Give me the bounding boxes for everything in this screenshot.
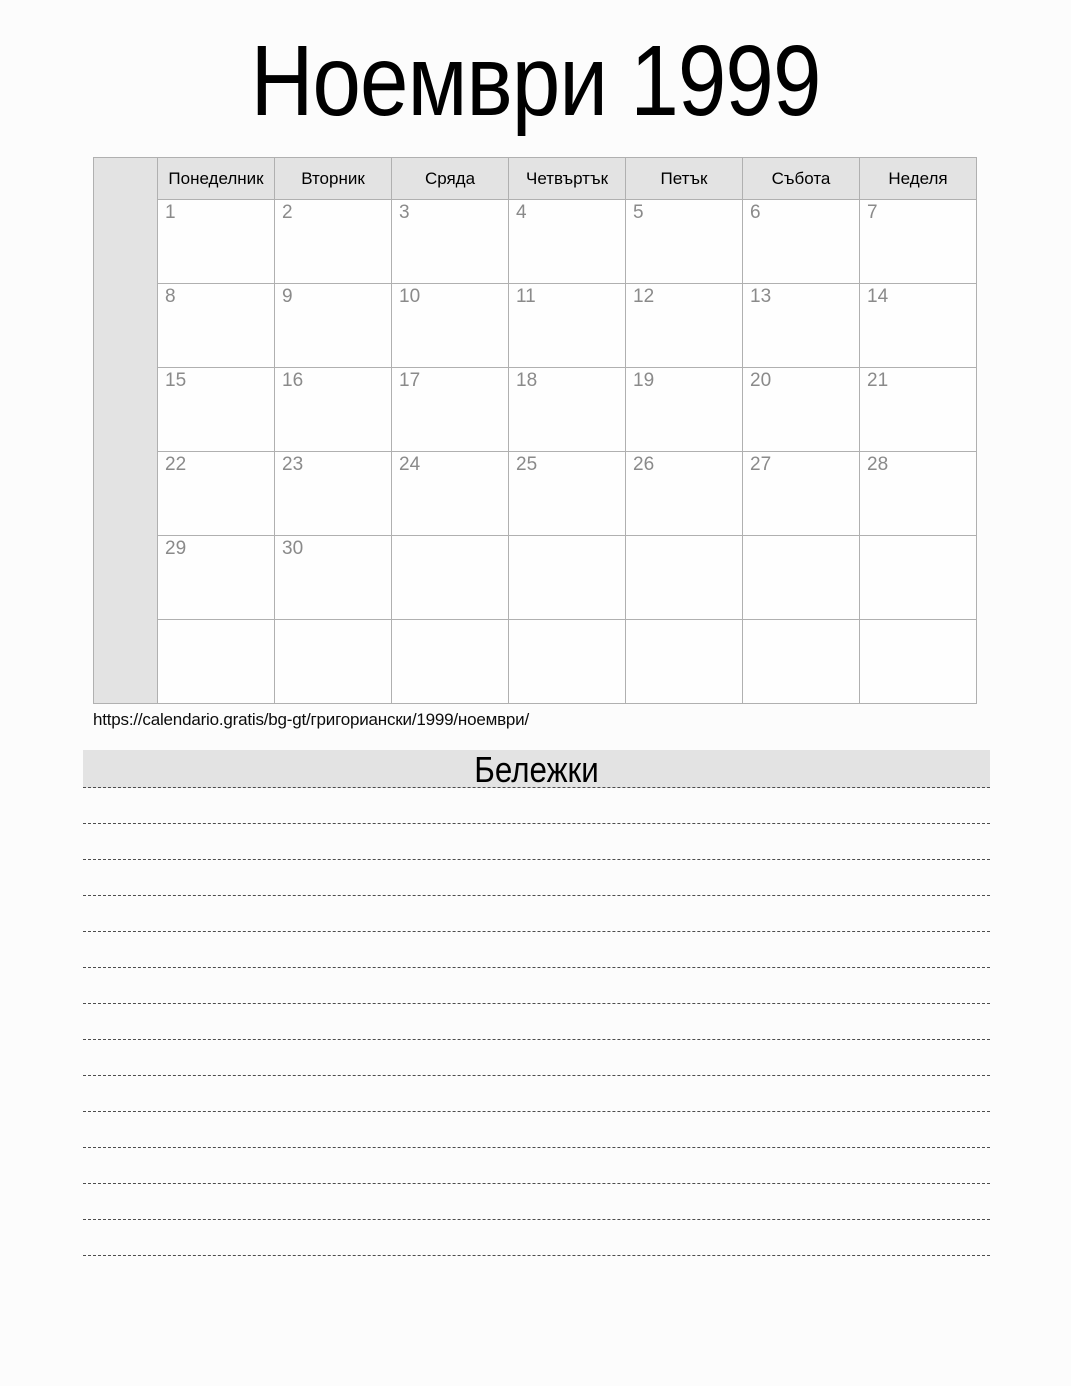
day-number: 22 (165, 454, 187, 475)
day-number: 11 (516, 286, 536, 307)
page-title: Ноември 1999 (250, 25, 821, 137)
day-number: 12 (633, 286, 655, 307)
day-header-wednesday: Сряда (392, 158, 509, 200)
calendar-cell (743, 284, 860, 368)
note-line (83, 1040, 990, 1076)
calendar-week-row (94, 620, 977, 704)
calendar-cell (743, 620, 860, 704)
title-area (0, 0, 1071, 136)
calendar-side-strip (94, 158, 158, 704)
calendar-cell (392, 620, 509, 704)
calendar-cell (392, 284, 509, 368)
calendar-cell (158, 284, 275, 368)
day-number: 9 (282, 286, 293, 307)
day-number: 1 (165, 202, 176, 223)
day-header-sunday: Неделя (860, 158, 977, 200)
day-number: 8 (165, 286, 176, 307)
calendar-table (93, 157, 977, 704)
day-header-thursday: Четвъртък (509, 158, 626, 200)
day-number: 4 (516, 202, 527, 223)
day-number: 16 (282, 370, 304, 391)
calendar-cell (275, 284, 392, 368)
day-number: 13 (750, 286, 772, 307)
note-line (83, 1112, 990, 1148)
day-number: 25 (516, 454, 538, 475)
calendar-cell (392, 200, 509, 284)
calendar-cell (626, 620, 743, 704)
calendar-cell (743, 368, 860, 452)
day-number: 5 (633, 202, 644, 223)
calendar-cell (626, 284, 743, 368)
calendar-cell (392, 452, 509, 536)
calendar-week-row (94, 200, 977, 284)
calendar-cell (626, 452, 743, 536)
note-line (83, 932, 990, 968)
calendar-cell (275, 200, 392, 284)
calendar-cell (509, 200, 626, 284)
day-number: 2 (282, 202, 293, 223)
source-url: https://calendario.gratis/bg-gt/григориански/1999/ноември/ (93, 710, 529, 729)
calendar-cell (509, 284, 626, 368)
note-line (83, 1184, 990, 1220)
note-line (83, 824, 990, 860)
calendar-cell (860, 368, 977, 452)
day-number: 14 (867, 286, 889, 307)
note-line (83, 1076, 990, 1112)
day-number: 10 (399, 286, 421, 307)
day-number: 17 (399, 370, 421, 391)
calendar-cell (743, 536, 860, 620)
calendar-cell (626, 368, 743, 452)
calendar-cell (509, 368, 626, 452)
note-line (83, 1148, 990, 1184)
day-number: 3 (399, 202, 410, 223)
note-line (83, 788, 990, 824)
day-number: 23 (282, 454, 304, 475)
day-header-tuesday: Вторник (275, 158, 392, 200)
calendar-cell (509, 452, 626, 536)
note-line (83, 896, 990, 932)
calendar-week-row (94, 536, 977, 620)
day-number: 18 (516, 370, 538, 391)
day-number: 21 (867, 370, 889, 391)
day-number: 7 (867, 202, 878, 223)
day-number: 20 (750, 370, 772, 391)
day-header-friday: Петък (626, 158, 743, 200)
day-number: 15 (165, 370, 187, 391)
calendar-week-row (94, 284, 977, 368)
calendar-cell (509, 620, 626, 704)
calendar-week-row (94, 452, 977, 536)
calendar-cell (860, 284, 977, 368)
calendar-cell (158, 452, 275, 536)
calendar-cell (509, 536, 626, 620)
calendar-cell (743, 200, 860, 284)
notes-header-band (83, 750, 990, 788)
day-header-monday: Понеделник (158, 158, 275, 200)
note-line (83, 860, 990, 896)
calendar-week-row (94, 368, 977, 452)
calendar-cell (158, 620, 275, 704)
day-header-saturday: Събота (743, 158, 860, 200)
day-number: 19 (633, 370, 655, 391)
notes-title: Бележки (474, 749, 599, 790)
calendar-cell (275, 536, 392, 620)
note-line (83, 968, 990, 1004)
day-number: 24 (399, 454, 421, 475)
calendar-cell (275, 368, 392, 452)
day-number: 26 (633, 454, 655, 475)
day-number: 28 (867, 454, 889, 475)
calendar (93, 157, 977, 704)
day-number: 6 (750, 202, 761, 223)
calendar-cell (158, 200, 275, 284)
note-line (83, 1004, 990, 1040)
calendar-cell (743, 452, 860, 536)
calendar-cell (392, 536, 509, 620)
calendar-cell (275, 452, 392, 536)
calendar-cell (626, 200, 743, 284)
calendar-cell (860, 452, 977, 536)
notes-section (83, 750, 990, 1256)
note-lines (83, 788, 990, 1256)
note-line (83, 1220, 990, 1256)
day-number: 30 (282, 538, 304, 559)
calendar-cell (860, 536, 977, 620)
calendar-cell (860, 620, 977, 704)
day-number: 27 (750, 454, 772, 475)
day-number: 29 (165, 538, 187, 559)
calendar-cell (158, 536, 275, 620)
calendar-cell (275, 620, 392, 704)
calendar-header-row (94, 158, 977, 200)
calendar-cell (860, 200, 977, 284)
calendar-cell (392, 368, 509, 452)
calendar-cell (626, 536, 743, 620)
calendar-cell (158, 368, 275, 452)
